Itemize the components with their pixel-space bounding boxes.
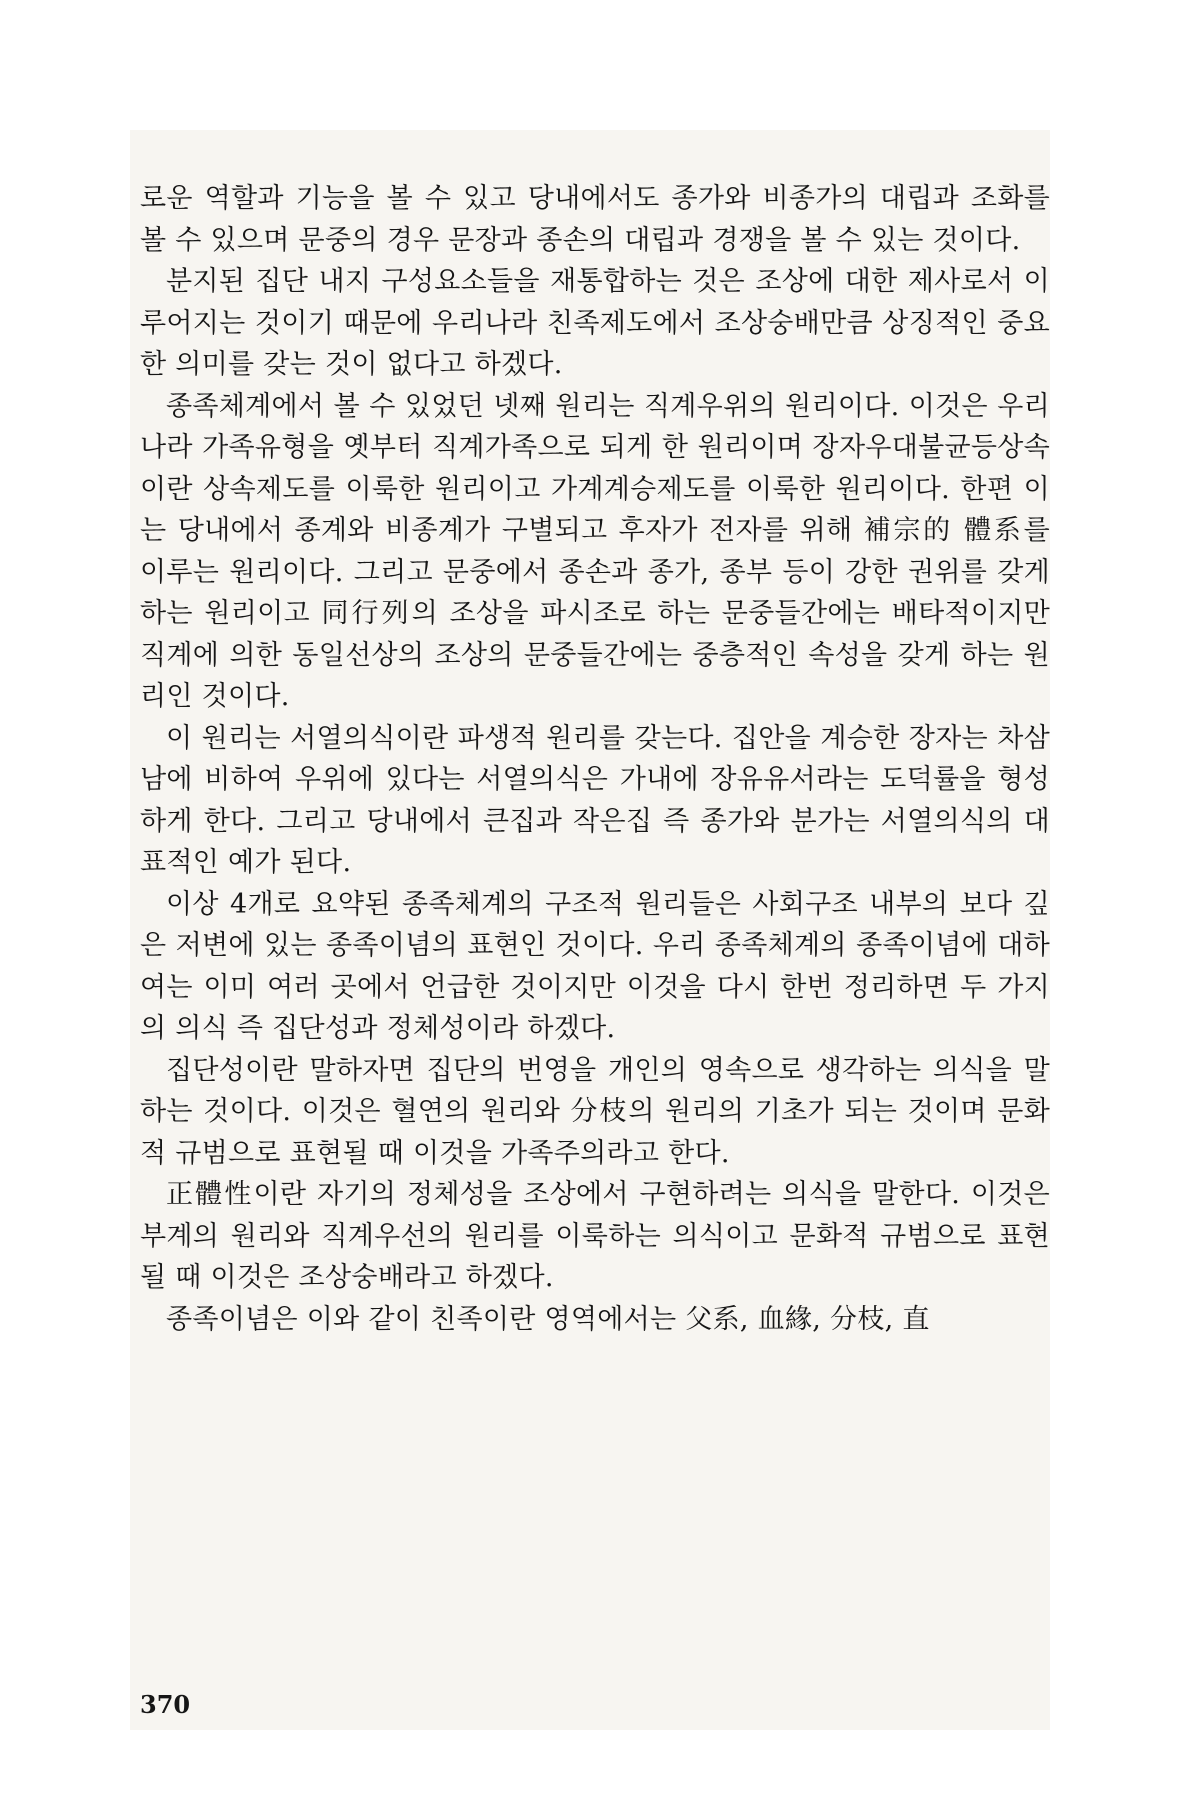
paragraph-8: 종족이념은 이와 같이 친족이란 영역에서는 父系, 血緣, 分枝, 直 <box>166 1303 930 1335</box>
page-number: 370 <box>140 1690 191 1719</box>
paragraph-4: 이 원리는 서열의식이란 파생적 원리를 갖는다. 집안을 계승한 장자는 차삼남에 비하여 우위에 있다는 서열의식은 가내에 장유유서라는 도덕률을 형성하게 한다. 그리고 당내에서 큰집과 작은집 즉 종가와 분가는 서열의식의 대표적인 예가 된다. <box>140 722 1050 878</box>
paragraph-1: 로운 역할과 기능을 볼 수 있고 당내에서도 종가와 비종가의 대립과 조화를 볼 수 있으며 문중의 경우 문장과 종손의 대립과 경쟁을 볼 수 있는 것이다. <box>140 183 1050 256</box>
body-text <box>140 178 1050 1340</box>
book-page <box>130 130 1050 1730</box>
paragraph-6: 집단성이란 말하자면 집단의 번영을 개인의 영속으로 생각하는 의식을 말하는 것이다. 이것은 혈연의 원리와 分枝의 원리의 기초가 되는 것이며 문화적 규범으로 표현될 때 이것을 가족주의라고 한다. <box>140 1054 1050 1169</box>
paragraph-3: 종족체계에서 볼 수 있었던 넷째 원리는 직계우위의 원리이다. 이것은 우리나라 가족유형을 옛부터 직계가족으로 되게 한 원리이며 장자우대불균등상속이란 상속제도를 이룩한 원리이고 가계계승제도를 이룩한 원리이다. 한편 이는 당내에서 종계와 비종계가 구별되고 후자가 전자를 위해 補宗的 體系를 이루는 원리이다. 그리고 문중에서 종손과 종가, 종부 등이 강한 권위를 갖게 하는 원리이고 同行列의 조상을 파시조로 하는 문중들간에는 배타적이지만 직계에 의한 동일선상의 조상의 문중들간에는 중층적인 속성을 갖게 하는 원리인 것이다. <box>140 390 1050 712</box>
paragraph-7: 正體性이란 자기의 정체성을 조상에서 구현하려는 의식을 말한다. 이것은 부계의 원리와 직계우선의 원리를 이룩하는 의식이고 문화적 규범으로 표현될 때 이것은 조상숭배라고 하겠다. <box>140 1179 1050 1293</box>
paragraph-2: 분지된 집단 내지 구성요소들을 재통합하는 것은 조상에 대한 제사로서 이루어지는 것이기 때문에 우리나라 친족제도에서 조상숭배만큼 상징적인 중요한 의미를 갖는 것이 없다고 하겠다. <box>140 266 1050 380</box>
paragraph-5: 이상 4개로 요약된 종족체계의 구조적 원리들은 사회구조 내부의 보다 깊은 저변에 있는 종족이념의 표현인 것이다. 우리 종족체계의 종족이념에 대하여는 이미 여러 곳에서 언급한 것이지만 이것을 다시 한번 정리하면 두 가지의 의식 즉 집단성과 정체성이라 하겠다. <box>140 888 1050 1044</box>
